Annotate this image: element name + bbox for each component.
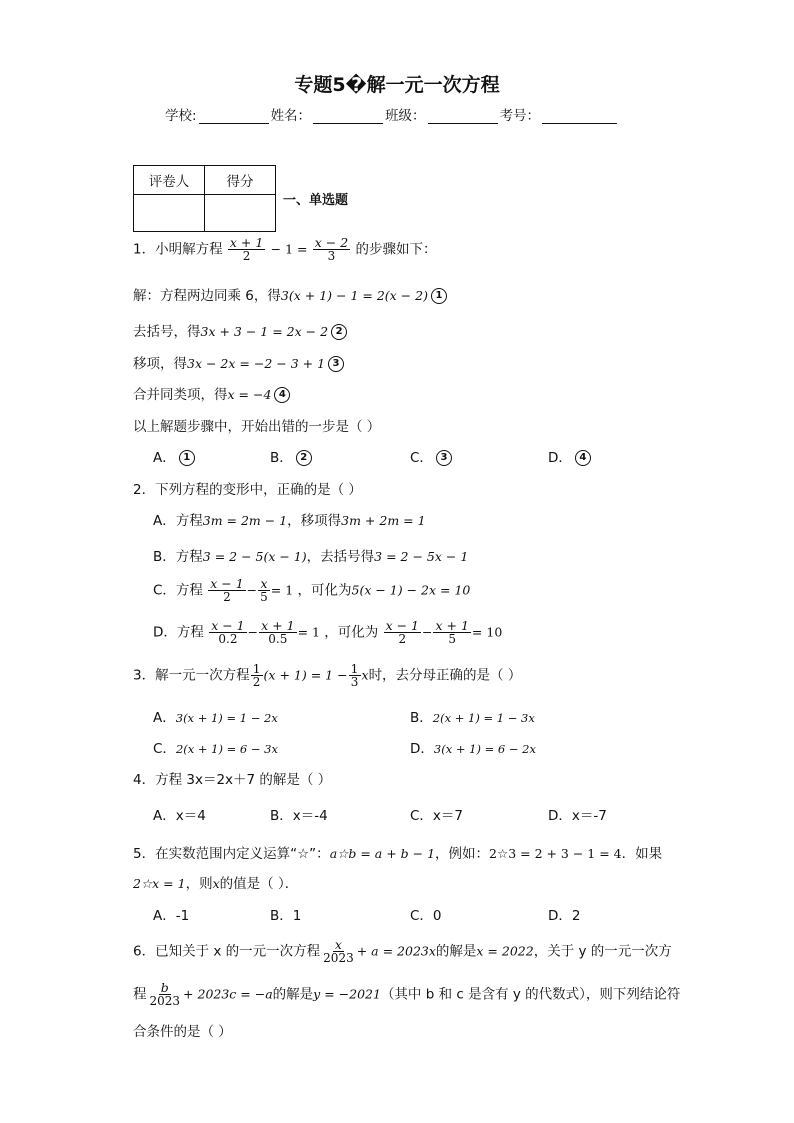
school-blank[interactable] — [199, 109, 269, 124]
equals: = 1 — [270, 582, 294, 598]
q1-fraction-1: $\frac{x + 1}{2}$ — [229, 235, 264, 263]
option-math: 3m + 2m = 1 — [341, 513, 426, 528]
class-blank[interactable] — [428, 109, 498, 124]
option-math: 3 = 2 − 5x − 1 — [374, 549, 469, 564]
q1-option-d[interactable] — [548, 446, 591, 466]
student-info-line — [165, 104, 619, 124]
stem-text: 时，去分母正确的是（ ） — [368, 667, 522, 684]
q6-stem-line-1 — [133, 938, 672, 965]
number-label: 考号： — [499, 108, 541, 124]
fraction: $\frac{x - 1}{2}$ — [210, 576, 244, 604]
q1-stem — [133, 236, 437, 263]
q3-stem — [133, 662, 521, 689]
option-math: 2(x + 1) = 6 − 3x — [175, 742, 278, 756]
circled-1-icon: 1 — [431, 288, 447, 304]
q5-option-a[interactable]: A．-1 — [153, 908, 190, 924]
stem-math: y = −2021 — [313, 986, 381, 1002]
step-text: 解：方程两边同乘 6，得 — [133, 288, 281, 304]
fraction: $\frac{x}{2023}$ — [323, 937, 354, 965]
stem-math: + 2023c = −a — [183, 986, 273, 1002]
q1-step-4 — [133, 383, 290, 403]
circled-2-icon: 2 — [331, 324, 347, 340]
option-text: ，可化为 — [297, 582, 352, 599]
q1-option-b[interactable] — [270, 446, 312, 466]
equals: = 10 — [471, 624, 503, 640]
step-text: 合并同类项，得 — [133, 387, 228, 403]
circled-3-icon: 3 — [328, 356, 344, 372]
school-label: 学校: — [165, 108, 197, 124]
q3-option-d[interactable] — [410, 737, 536, 757]
q3-option-c[interactable] — [153, 737, 278, 757]
circled-4-icon: 4 — [274, 387, 290, 403]
option-label: A．方程 — [153, 513, 203, 529]
q6-stem-line-2 — [133, 981, 680, 1008]
step-math: x = −4 — [227, 387, 272, 402]
stem-math: 2☆x = 1 — [133, 876, 186, 891]
stem-text: （其中 b 和 c 是含有 y 的代数式），则下列结论符 — [380, 986, 681, 1003]
step-math: 3x − 2x = −2 − 3 + 1 — [187, 356, 326, 371]
q4-option-c[interactable]: C．x＝7 — [410, 808, 464, 824]
stem-text: 的解是 — [272, 986, 314, 1003]
score-cell[interactable] — [205, 195, 276, 232]
q1-question: 以上解题步骤中，开始出错的一步是（ ） — [133, 419, 381, 435]
option-math: 2(x + 1) = 1 − 3x — [432, 711, 535, 725]
q5-option-c[interactable]: C．0 — [410, 908, 442, 924]
class-label: 班级： — [385, 108, 426, 124]
option-math: 3(x + 1) = 6 − 2x — [433, 742, 536, 756]
equals: = 1 — [297, 624, 320, 640]
stem-text: 5．在实数范围内定义运算“☆”： — [133, 846, 330, 862]
name-blank[interactable] — [313, 109, 383, 124]
stem-text: 的值是（ ）． — [219, 876, 299, 892]
q4-option-b[interactable]: B．x＝-4 — [270, 808, 328, 824]
option-label: A． — [153, 710, 176, 726]
circled-1-icon: 1 — [179, 450, 195, 466]
circled-3-icon: 3 — [436, 450, 452, 466]
circled-4-icon: 4 — [575, 450, 591, 466]
q3-option-a[interactable] — [153, 706, 278, 726]
q6-stem-line-3: 合条件的是（ ） — [133, 1024, 232, 1040]
q2-option-a[interactable] — [153, 509, 426, 529]
circled-2-icon: 2 — [296, 450, 312, 466]
step-text: 移项，得 — [133, 356, 187, 372]
option-label: C．方程 — [153, 582, 203, 599]
minus-sign: − — [247, 624, 259, 640]
fraction: $\frac{x}{5}$ — [260, 576, 268, 604]
reviewer-header: 评卷人 — [134, 166, 205, 195]
stem-math: x = 2022 — [476, 943, 534, 959]
q1-option-c[interactable] — [410, 446, 452, 466]
option-math: 3 = 2 − 5(x − 1) — [202, 549, 307, 564]
option-label: D． — [548, 450, 572, 466]
option-label: C． — [410, 450, 433, 466]
stem-text: 程 — [133, 986, 147, 1003]
option-label: A． — [153, 450, 176, 466]
fraction: $\frac{x - 1}{2}$ — [385, 618, 419, 646]
q1-step-3 — [133, 352, 344, 372]
score-header: 得分 — [205, 166, 276, 195]
q5-option-b[interactable]: B．1 — [270, 908, 302, 924]
stem-math: 2☆3 = 2 + 3 − 1 = 4 — [489, 846, 622, 861]
stem-math: x — [212, 876, 220, 891]
fraction: $\frac{1}{2}$ — [252, 661, 261, 689]
stem-text: ，例如： — [435, 846, 490, 862]
stem-math: x — [361, 667, 369, 683]
stem-text: 3．解一元一次方程 — [133, 667, 250, 684]
stem-text: ，关于 y 的一元一次方 — [533, 943, 672, 960]
q4-option-d[interactable]: D．x＝-7 — [548, 808, 607, 824]
q2-option-c[interactable] — [153, 577, 470, 604]
q1-equation-mid: − 1 = — [270, 241, 308, 257]
option-label: C． — [153, 741, 176, 757]
q2-stem: 2．下列方程的变形中，正确的是（ ） — [133, 482, 362, 498]
step-math: 3x + 3 − 1 = 2x − 2 — [200, 324, 329, 339]
fraction: $\frac{b}{2023}$ — [149, 980, 181, 1008]
name-label: 姓名： — [270, 108, 312, 124]
option-math: 3(x + 1) = 1 − 2x — [175, 711, 278, 725]
option-label: D．方程 — [153, 624, 204, 641]
q5-option-d[interactable]: D．2 — [548, 908, 581, 924]
option-label: D． — [410, 741, 434, 757]
section-heading: 一、单选题 — [283, 193, 349, 208]
q1-step-2 — [133, 320, 347, 340]
option-text: ，去括号得 — [306, 549, 375, 565]
q1-fraction-2: $\frac{x - 2}{3}$ — [314, 235, 349, 263]
number-blank[interactable] — [542, 109, 617, 124]
fraction: $\frac{x - 1}{0.2}$ — [211, 618, 245, 646]
q1-step-1 — [133, 284, 447, 304]
stem-math: (x + 1) = 1 − — [263, 667, 348, 683]
q5-stem — [133, 842, 662, 862]
q1-stem-end: 的步骤如下： — [355, 241, 437, 258]
stem-text: 6．已知关于 x 的一元一次方程 — [133, 943, 321, 960]
q4-option-a[interactable]: A．x＝4 — [153, 808, 206, 824]
option-math: 5(x − 1) − 2x = 10 — [351, 582, 471, 598]
score-table — [133, 165, 276, 232]
stem-math: a☆b = a + b − 1 — [329, 846, 436, 861]
option-label: B．方程 — [153, 549, 203, 565]
option-text: ，可化为 — [324, 624, 379, 641]
page-title: 专题5�解一元一次方程 — [294, 74, 500, 96]
step-text: 去括号，得 — [133, 324, 201, 340]
fraction: $\frac{1}{3}$ — [350, 661, 359, 689]
stem-text: ，则 — [185, 876, 213, 892]
q1-option-a[interactable] — [153, 446, 195, 466]
q5-stem-line-2 — [133, 872, 298, 892]
reviewer-cell[interactable] — [134, 195, 205, 232]
fraction: $\frac{x + 1}{0.5}$ — [261, 618, 295, 646]
stem-math: + a = 2023x — [356, 943, 436, 959]
q2-option-b[interactable] — [153, 545, 468, 565]
minus-sign: − — [246, 582, 258, 598]
option-math: 3m = 2m − 1 — [202, 513, 288, 528]
option-text: ，移项得 — [287, 513, 342, 529]
stem-text: 的解是 — [435, 943, 477, 960]
option-label: B． — [410, 710, 433, 726]
q1-stem-text: 1．小明解方程 — [133, 241, 223, 258]
q4-stem: 4．方程 3x＝2x＋7 的解是（ ） — [133, 772, 332, 788]
step-math: 3(x + 1) − 1 = 2(x − 2) — [280, 288, 428, 303]
stem-text: ．如果 — [621, 846, 663, 862]
option-label: B． — [270, 450, 293, 466]
fraction: $\frac{x + 1}{5}$ — [435, 618, 469, 646]
q3-option-b[interactable] — [410, 706, 535, 726]
q2-option-d[interactable] — [153, 619, 502, 646]
minus-sign: − — [422, 624, 433, 640]
